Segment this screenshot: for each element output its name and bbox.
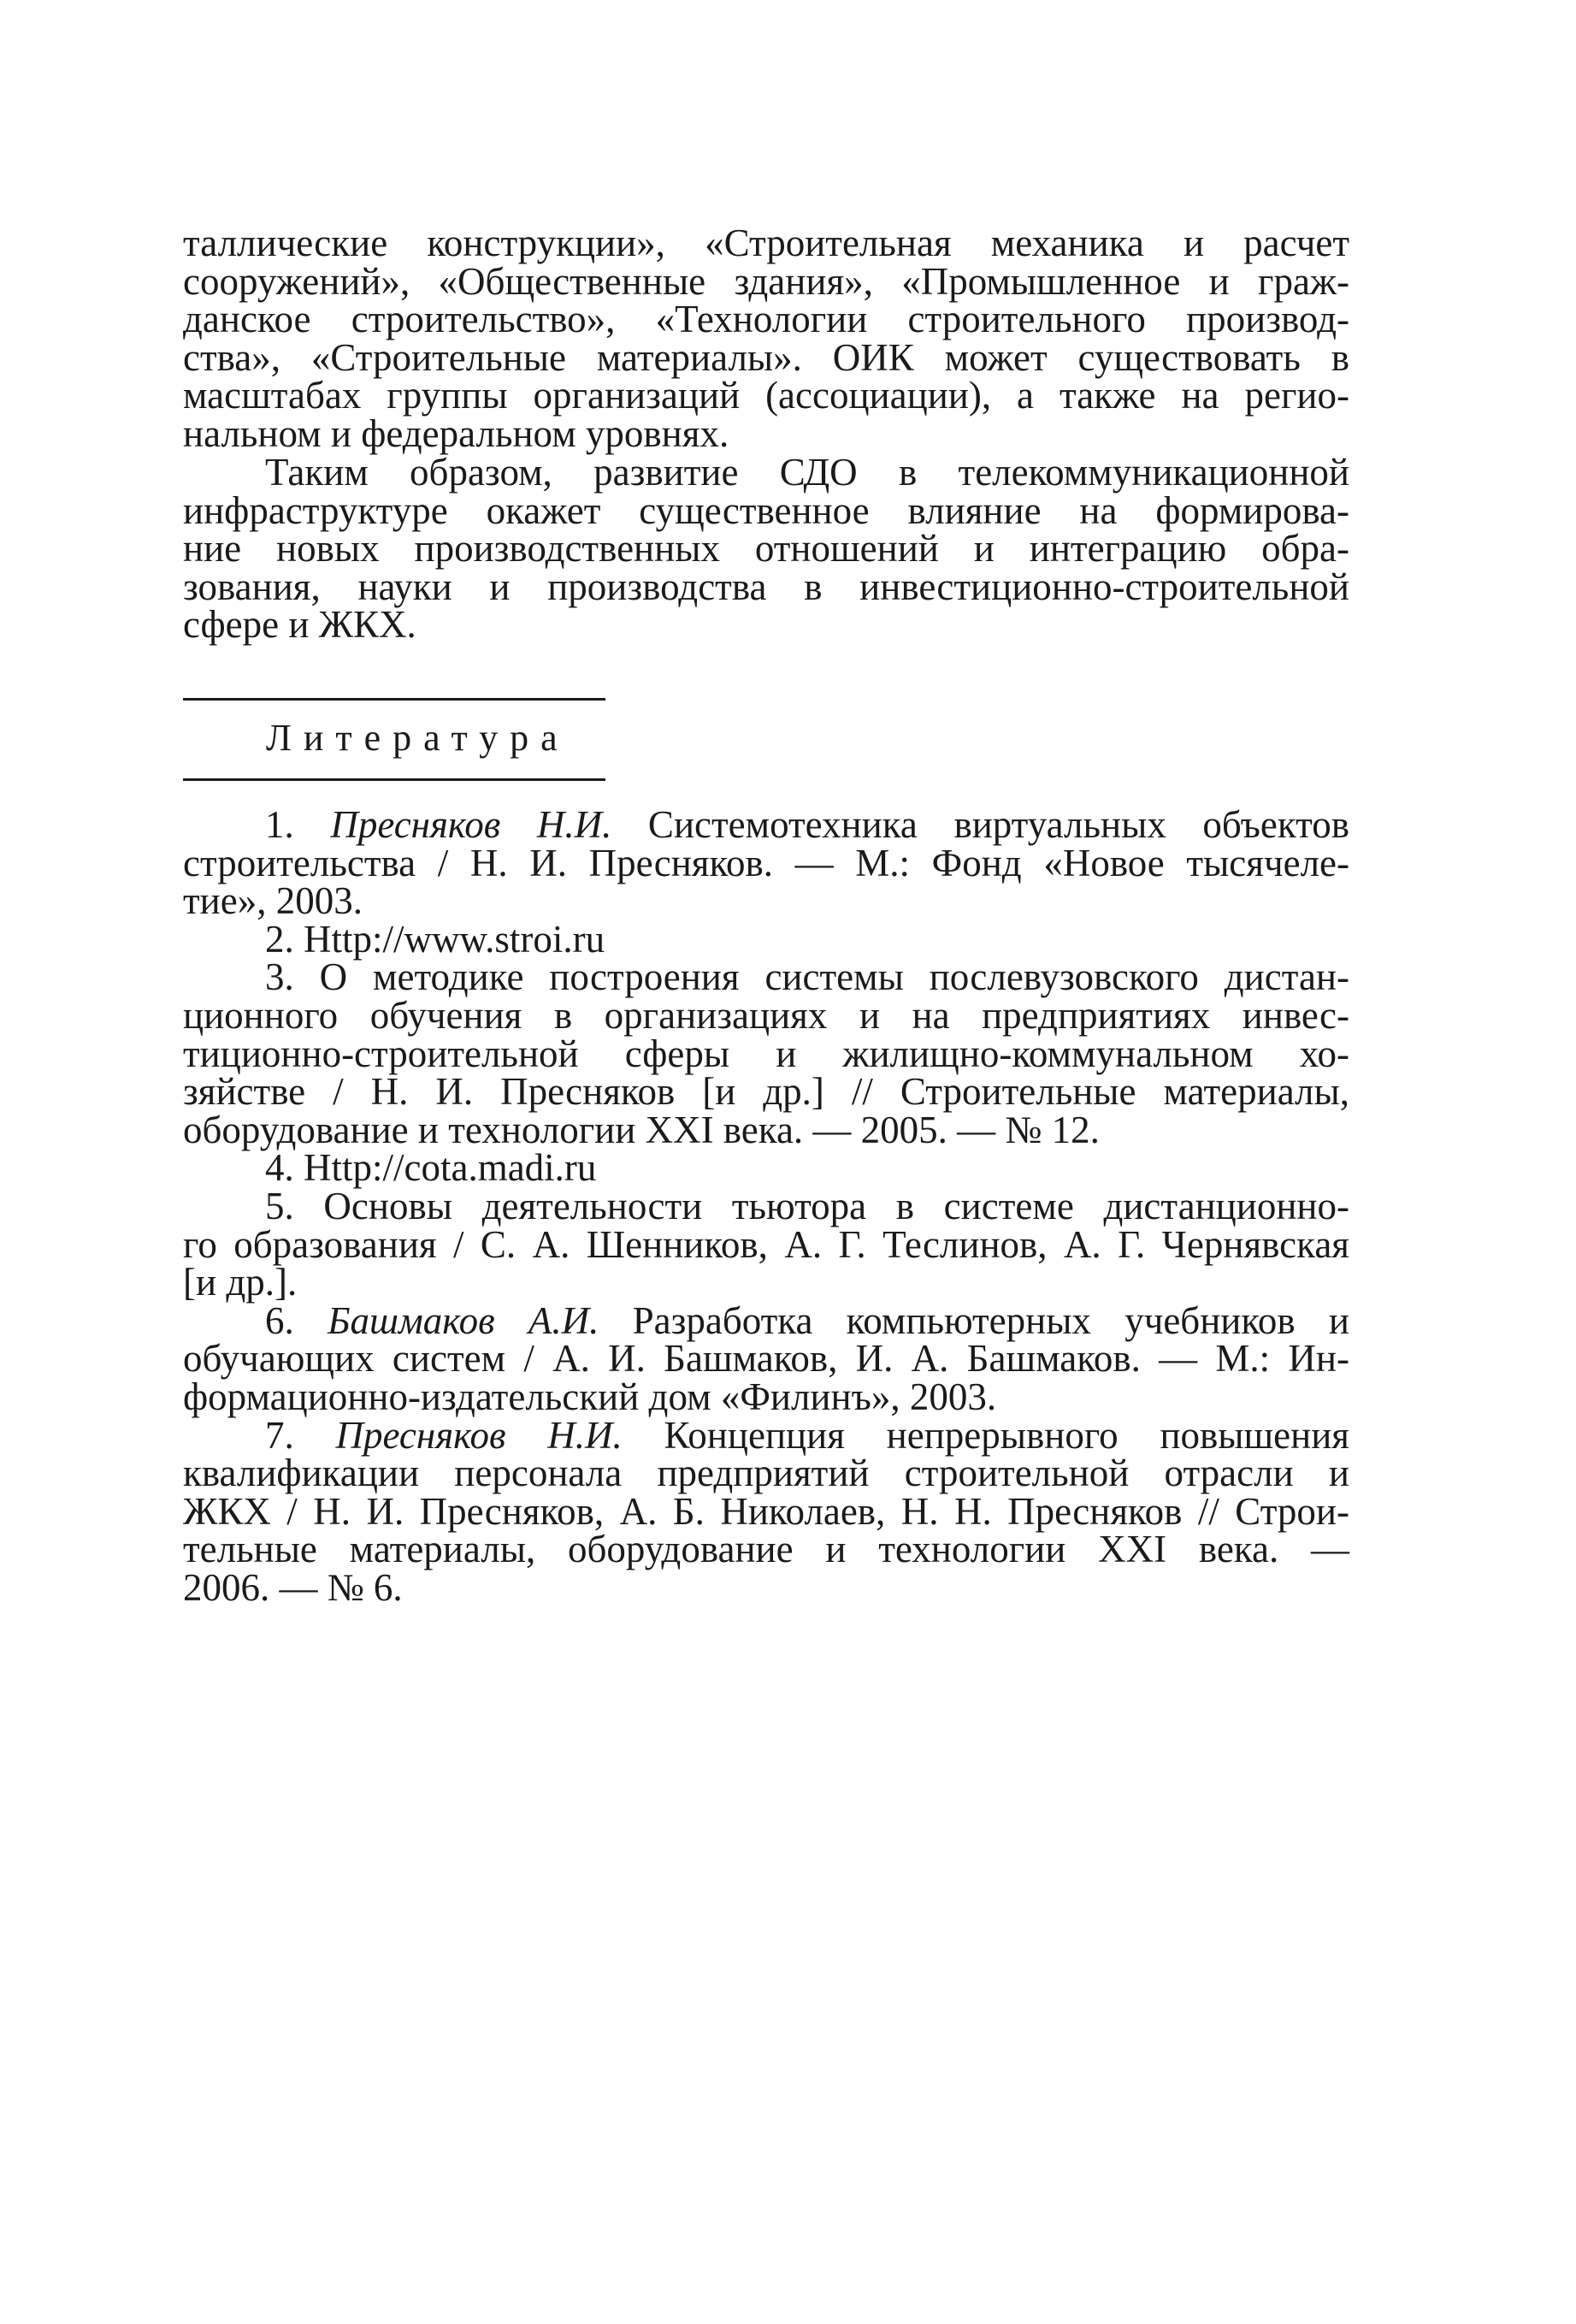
reference-line <box>183 917 1349 961</box>
reference-author: Башмаков А.И. <box>328 1298 599 1342</box>
body-paragraph-2 <box>183 451 1349 647</box>
reference-line <box>183 955 1349 999</box>
text-line: инфраструктуре окажет существенное влияние на формирова- <box>183 488 1349 532</box>
text-line: нальном и федеральном уровнях. <box>183 411 729 455</box>
heading-rule-top <box>183 698 605 701</box>
reference-line: оборудование и технологии XXI века. — 2005. — № 12. <box>183 1108 1100 1151</box>
reference-item <box>183 1413 1349 1609</box>
reference-item <box>183 917 1349 961</box>
text-line: сфере и ЖКХ. <box>183 603 416 647</box>
reference-item <box>183 1298 1350 1418</box>
reference-line <box>183 1146 1349 1190</box>
reference-line <box>183 1413 1349 1457</box>
reference-item <box>183 803 1349 923</box>
reference-number: 4. <box>265 1146 294 1190</box>
text-line: ства», «Строительные материалы». ОИК может существовать в <box>183 335 1349 379</box>
reference-text: Разработка компьютерных учебников и <box>599 1298 1350 1342</box>
reference-line: тельные материалы, оборудование и технологии XXI века. — <box>183 1528 1349 1571</box>
reference-line: ЖКХ / Н. И. Пресняков, А. Б. Николаев, Н. Н. Пресняков // Строи- <box>183 1489 1349 1533</box>
reference-text: Основы деятельности тьютора в системе дистанционно- <box>293 1184 1349 1227</box>
references-heading: Литература <box>266 717 570 759</box>
reference-line <box>183 803 1349 846</box>
text-line: таллические конструкции», «Строительная механика и расчет <box>183 222 1349 264</box>
reference-line: ционного обучения в организациях и на предприятиях инвес- <box>183 993 1349 1037</box>
reference-line: тиционно-строительной сферы и жилищно-коммунальном хо- <box>183 1032 1349 1075</box>
text-line: данское строительство», «Технологии строительного производ- <box>183 298 1349 341</box>
reference-item <box>183 955 1349 1151</box>
text-line: Таким образом, развитие СДО в телекоммуникационной <box>265 451 1349 494</box>
text-line: сооружений», «Общественные здания», «Промышленное и граж- <box>183 259 1349 303</box>
heading-rule-bottom <box>183 778 605 781</box>
reference-line: зяйстве / Н. И. Пресняков [и др.] // Строительные материалы, <box>183 1070 1349 1114</box>
reference-line: [и др.]. <box>183 1261 298 1304</box>
reference-number: 5. <box>265 1184 294 1227</box>
reference-number: 1. <box>265 803 294 846</box>
text-line: зования, науки и производства в инвестиционно-строительной <box>183 565 1349 608</box>
reference-text: Концепция непрерывного повышения <box>622 1413 1349 1457</box>
reference-text: Системотехника виртуальных объектов <box>611 803 1349 846</box>
references-list <box>183 803 1350 1609</box>
reference-number: 6. <box>265 1298 294 1342</box>
reference-line <box>183 1298 1350 1342</box>
text-line: масштабах группы организаций (ассоциации), а также на регио- <box>183 374 1349 417</box>
reference-line: 2006. — № 6. <box>183 1565 403 1609</box>
reference-line: тие», 2003. <box>183 879 363 923</box>
body-paragraph-1 <box>183 224 1349 453</box>
reference-item <box>183 1184 1349 1304</box>
reference-line: обучающих систем / А. И. Башмаков, И. А. Башмаков. — М.: Ин- <box>183 1337 1349 1381</box>
reference-author: Пресняков Н.И. <box>330 803 612 846</box>
reference-item <box>183 1146 1349 1190</box>
reference-text: Http://www.stroi.ru <box>293 917 605 961</box>
reference-number: 7. <box>265 1413 294 1457</box>
reference-text: Http://cota.madi.ru <box>293 1146 597 1190</box>
reference-number: 3. <box>265 955 294 999</box>
text-line: ние новых производственных отношений и интеграцию обра- <box>183 527 1349 571</box>
reference-line: го образования / С. А. Шенников, А. Г. Теслинов, А. Г. Чернявская <box>183 1222 1349 1266</box>
reference-line: квалификации персонала предприятий строительной отрасли и <box>183 1452 1349 1495</box>
reference-number: 2. <box>265 917 294 961</box>
reference-line <box>183 1184 1349 1227</box>
reference-author: Пресняков Н.И. <box>335 1413 623 1457</box>
reference-text: О методике построения системы послевузовского дистан- <box>293 955 1349 999</box>
reference-line: формационно-издательский дом «Филинъ», 2003. <box>183 1375 997 1418</box>
reference-line: строительства / Н. И. Пресняков. — М.: Фонд «Новое тысячеле- <box>183 841 1349 884</box>
